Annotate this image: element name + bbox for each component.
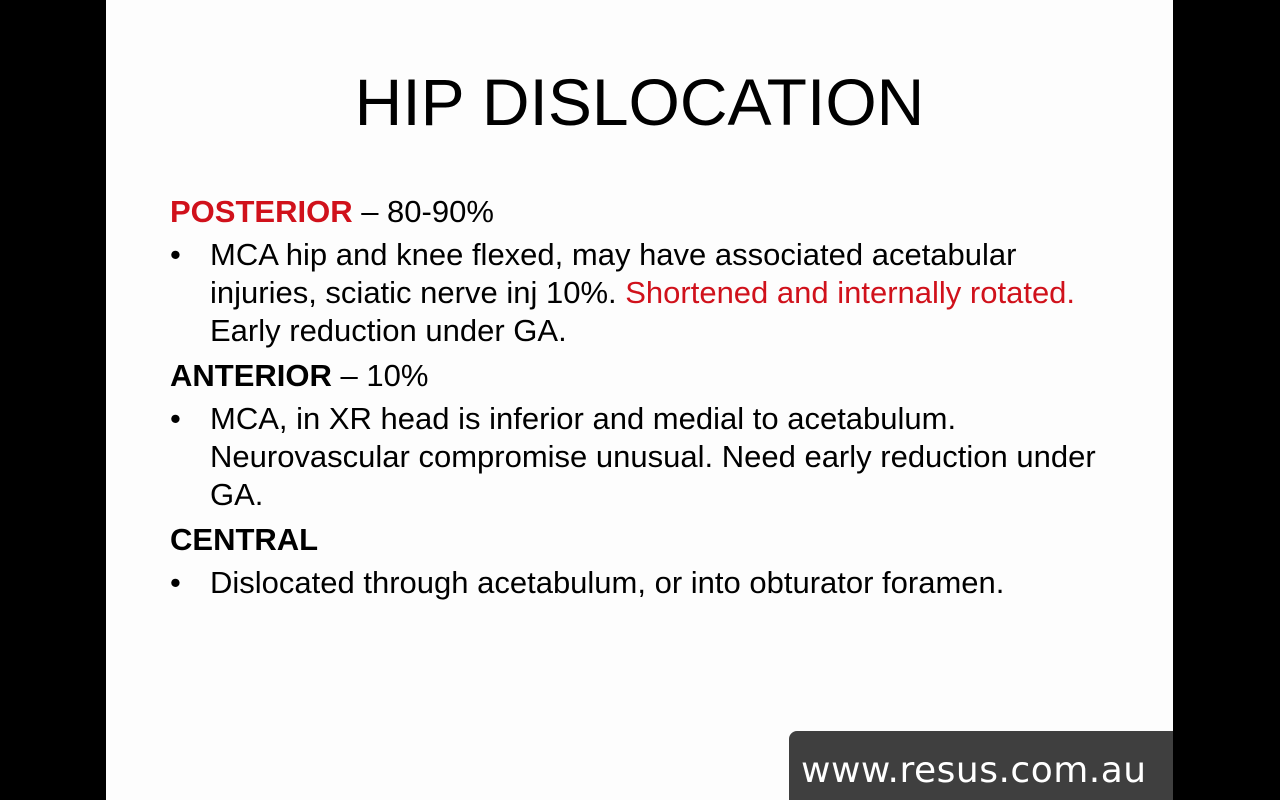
section-central — [170, 520, 1130, 602]
heading-label-anterior: ANTERIOR — [170, 358, 332, 393]
section-posterior — [170, 192, 1130, 350]
section-anterior — [170, 356, 1130, 514]
section-heading — [170, 520, 1130, 560]
slide-content — [170, 192, 1130, 608]
section-heading — [170, 356, 1130, 396]
bullet-item — [170, 564, 1130, 602]
bullet-text: Early reduction under GA. — [210, 313, 567, 348]
section-heading — [170, 192, 1130, 232]
bullet-item — [170, 400, 1130, 514]
slide-title: HIP DISLOCATION — [354, 65, 925, 139]
bullet-text-highlight: Shortened and internally rotated. — [625, 275, 1076, 310]
heading-label-central: CENTRAL — [170, 522, 319, 557]
bullet-item — [170, 236, 1130, 350]
heading-suffix: – 80-90% — [352, 194, 494, 229]
bullet-text: Dislocated through acetabulum, or into obturator foramen. — [210, 565, 1005, 600]
bullet-icon: • — [170, 565, 181, 600]
heading-suffix: – 10% — [331, 358, 429, 393]
bullet-icon: • — [170, 237, 181, 272]
heading-label-posterior: POSTERIOR — [170, 194, 353, 229]
presentation-slide — [106, 0, 1173, 800]
watermark-url: www.resus.com.au — [801, 750, 1147, 791]
bullet-text: MCA, in XR head is inferior and medial to acetabulum. Neurovascular compromise unusual. Need early reduction under GA. — [210, 401, 1096, 512]
watermark-badge — [789, 731, 1173, 800]
bullet-icon: • — [170, 401, 181, 436]
bullet-text: MCA hip and knee flexed, may have associated acetabular injuries, sciatic nerve inj 10%. — [210, 237, 1017, 310]
